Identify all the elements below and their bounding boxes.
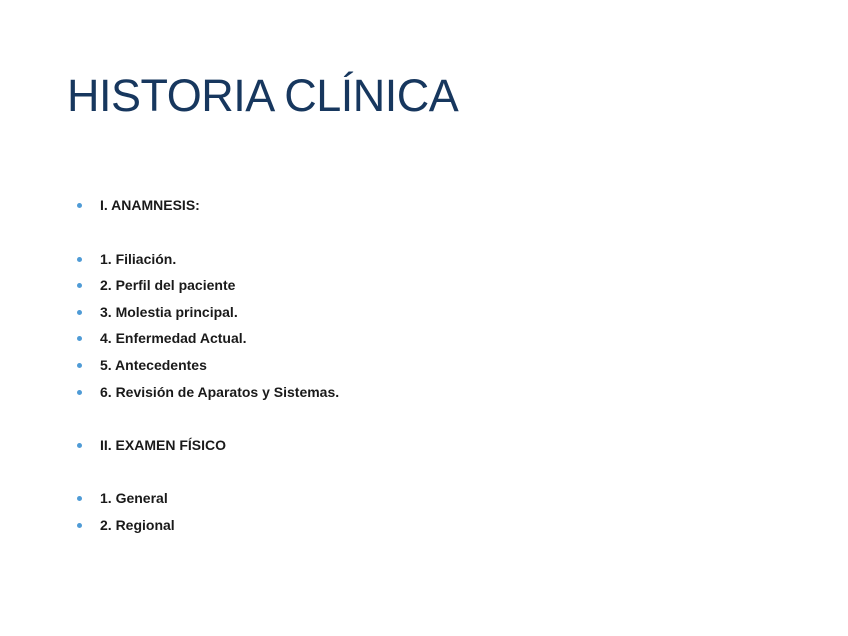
list-item-text: 2. Regional <box>100 517 175 533</box>
list-item-text: I. ANAMNESIS: <box>100 197 200 213</box>
list-item-text: II. EXAMEN FÍSICO <box>100 437 227 453</box>
list-item <box>77 514 175 536</box>
list-item-text: 5. Antecedentes <box>100 357 207 373</box>
bullet-icon <box>77 203 82 208</box>
list-item-text: 4. Enfermedad Actual. <box>100 330 247 346</box>
slide-title: HISTORIA CLÍNICA <box>67 70 459 121</box>
section-heading-anamnesis <box>77 194 200 216</box>
list-item <box>77 354 207 376</box>
bullet-icon <box>77 283 82 288</box>
bullet-icon <box>77 363 82 368</box>
bullet-icon <box>77 443 82 448</box>
list-item <box>77 301 238 323</box>
list-item-text: 1. Filiación. <box>100 251 177 267</box>
list-item-text: 1. General <box>100 490 168 506</box>
bullet-icon <box>77 336 82 341</box>
bullet-icon <box>77 390 82 395</box>
list-item <box>77 327 247 349</box>
list-item <box>77 487 168 509</box>
list-item-text: 6. Revisión de Aparatos y Sistemas. <box>100 384 340 400</box>
list-item <box>77 381 339 403</box>
section-heading-examen-fisico <box>77 434 226 456</box>
list-item <box>77 248 176 270</box>
list-item <box>77 274 235 296</box>
bullet-icon <box>77 496 82 501</box>
bullet-icon <box>77 523 82 528</box>
bullet-icon <box>77 257 82 262</box>
bullet-icon <box>77 310 82 315</box>
list-item-text: 3. Molestia principal. <box>100 304 238 320</box>
list-item-text: 2. Perfil del paciente <box>100 277 236 293</box>
